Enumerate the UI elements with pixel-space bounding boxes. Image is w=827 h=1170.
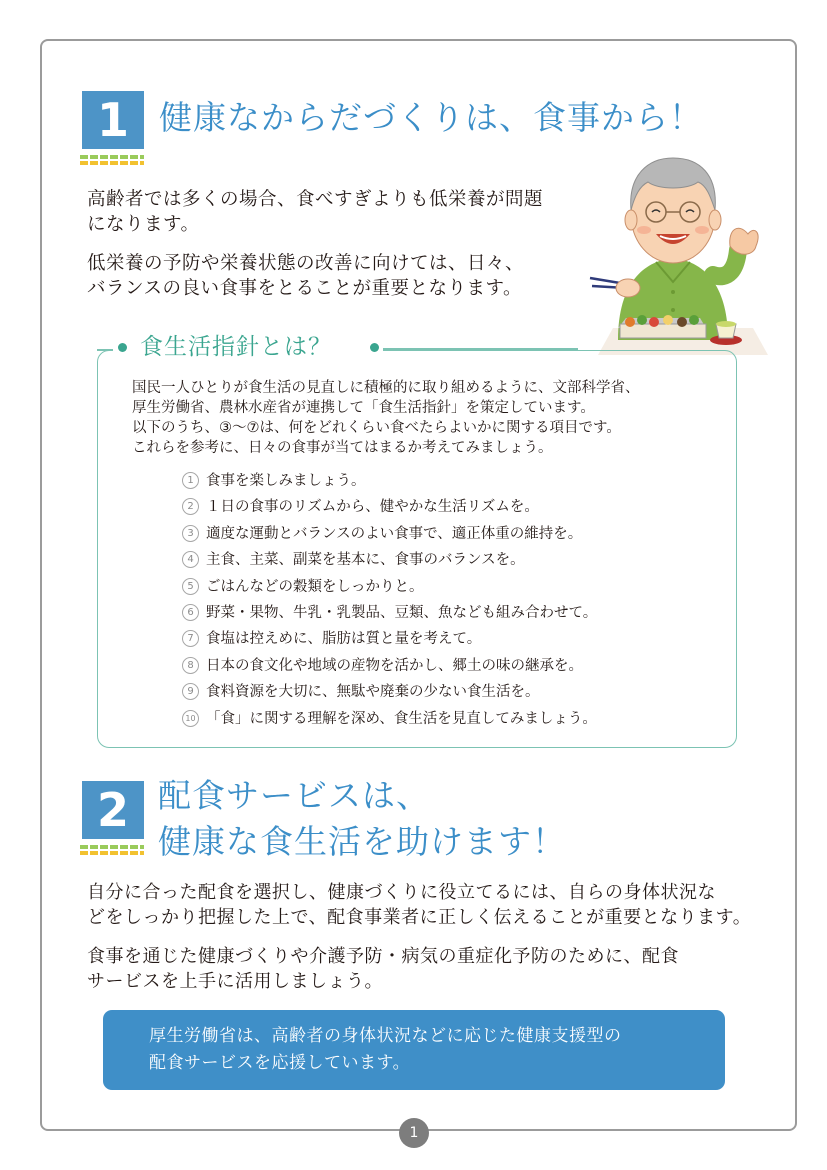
paragraph-line: バランスの良い食事をとることが重要となります。 [87, 278, 522, 299]
item-number: 2 [182, 498, 199, 515]
item-number: 8 [182, 657, 199, 674]
section-1-heading: 健康なからだづくりは、食事から！ [159, 98, 703, 137]
item-number: 9 [182, 683, 199, 700]
page-number: 1 [399, 1118, 429, 1148]
item-text: 適度な運動とバランスのよい食事で、適正体重の維持を。 [206, 525, 583, 542]
item-number: 10 [182, 710, 199, 727]
paragraph-line: になります。 [87, 214, 200, 235]
heading-line: 配食サービスは、 [158, 776, 430, 815]
item-text: 食塩は控えめに、脂肪は質と量を考えて。 [206, 631, 482, 648]
guideline-item [182, 656, 597, 682]
banner-line: 厚生労働省は、高齢者の身体状況などに応じた健康支援型の [149, 1026, 622, 1046]
section-2-paragraph-2 [87, 944, 679, 994]
banner-line: 配食サービスを応援しています。 [149, 1053, 411, 1073]
item-text: 日本の食文化や地域の産物を活かし、郷土の味の継承を。 [206, 657, 583, 674]
badge-stripe-green [80, 845, 144, 849]
badge-stripe-yellow [80, 161, 144, 165]
guidelines-title: 食生活指針とは？ [140, 334, 332, 360]
item-text: １日の食事のリズムから、健やかな生活リズムを。 [206, 499, 539, 516]
guideline-item [182, 550, 597, 576]
paragraph-line: どをしっかり把握した上で、配食事業者に正しく伝えることが重要となります。 [87, 907, 752, 928]
section-1-paragraph-1 [87, 187, 543, 237]
item-number: 1 [182, 472, 199, 489]
paragraph-line: 低栄養の予防や栄養状態の改善に向けては、日々、 [87, 253, 525, 274]
guideline-item [182, 497, 597, 523]
item-text: 「食」に関する理解を深め、食生活を見直してみましょう。 [206, 710, 597, 727]
item-number: 4 [182, 551, 199, 568]
section-2-paragraph-1 [87, 880, 751, 930]
item-text: 食料資源を大切に、無駄や廃棄の少ない食生活を。 [206, 684, 540, 701]
item-text: ごはんなどの穀類をしっかりと。 [206, 578, 424, 595]
item-text: 野菜・果物、牛乳・乳製品、豆類、魚なども組み合わせて。 [206, 604, 598, 621]
intro-line: 厚生労働省、農林水産省が連携して「食生活指針」を策定しています。 [132, 400, 595, 416]
section-2-number: 2 [82, 781, 144, 839]
item-text: 食事を楽しみましょう。 [206, 473, 366, 489]
section-2-badge [80, 781, 146, 861]
item-number: 6 [182, 604, 199, 621]
intro-line: 国民一人ひとりが食生活の見直しに積極的に取り組めるように、文部科学省、 [132, 380, 640, 396]
guidelines-dot-left [118, 343, 127, 352]
guidelines-intro [132, 378, 640, 458]
heading-line: 健康な食生活を助けます！ [158, 822, 566, 861]
intro-line: これらを参考に、日々の食事が当てはまるか考えてみましょう。 [132, 440, 553, 456]
paragraph-line: 高齢者では多くの場合、食べすぎよりも低栄養が問題 [87, 189, 544, 210]
guideline-item [182, 471, 597, 497]
support-info-banner [103, 1010, 725, 1090]
guideline-item [182, 603, 597, 629]
paragraph-line: 食事を通じた健康づくりや介護予防・病気の重症化予防のために、配食 [87, 946, 679, 967]
guidelines-line-right [383, 348, 578, 350]
intro-line: 以下のうち、③～⑦は、何をどれくらい食べたらよいかに関する項目です。 [132, 420, 621, 436]
badge-stripe-yellow [80, 851, 144, 855]
item-number: 7 [182, 630, 199, 647]
paragraph-line: 自分に合った配食を選択し、健康づくりに役立てるには、自らの身体状況な [87, 882, 716, 903]
guideline-item [182, 682, 597, 708]
item-number: 3 [182, 525, 199, 542]
section-2-heading [158, 773, 566, 865]
guidelines-list [182, 471, 597, 735]
elderly-man-eating-illustration [578, 150, 768, 365]
section-1-badge [80, 91, 146, 171]
section-1-paragraph-2 [87, 251, 524, 301]
guideline-item [182, 577, 597, 603]
guidelines-line-left [97, 349, 113, 351]
guideline-item [182, 709, 597, 735]
badge-stripe-green [80, 155, 144, 159]
guidelines-dot-right [370, 343, 379, 352]
paragraph-line: サービスを上手に活用しましょう。 [87, 971, 383, 992]
guideline-item [182, 524, 597, 550]
item-text: 主食、主菜、副菜を基本に、食事のバランスを。 [206, 552, 525, 569]
section-1-number: 1 [82, 91, 144, 149]
guideline-item [182, 629, 597, 655]
item-number: 5 [182, 578, 199, 595]
